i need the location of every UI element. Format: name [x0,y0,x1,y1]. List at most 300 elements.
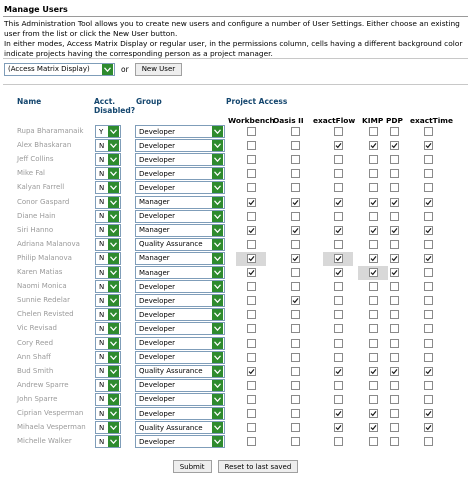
user-name-link[interactable]: Mike Fal [17,169,45,178]
project-access-checkbox[interactable] [247,423,256,432]
user-name-link[interactable]: Naomi Monica [17,282,67,291]
group-select[interactable] [135,322,225,335]
acct-disabled-value: N [99,367,105,376]
chevron-down-icon [108,154,119,165]
user-name-link[interactable]: Cory Reed [17,338,54,347]
chevron-down-icon [212,436,223,447]
project-access-checkbox[interactable] [369,198,378,207]
project-access-checkbox[interactable] [247,381,256,390]
project-access-checkbox[interactable] [334,324,343,333]
group-select[interactable] [135,181,225,194]
project-access-checkbox[interactable] [369,437,378,446]
table-row [0,181,471,195]
project-access-checkbox[interactable] [291,310,300,319]
acct-disabled-select[interactable] [95,153,121,166]
group-select[interactable] [135,280,225,293]
project-access-checkbox[interactable] [334,127,343,136]
user-name-link[interactable]: Andrew Sparre [17,380,69,389]
chevron-down-icon [108,323,119,334]
group-select[interactable] [135,196,225,209]
group-select[interactable] [135,294,225,307]
project-access-checkbox[interactable] [334,339,343,348]
acct-disabled-select[interactable] [95,407,121,420]
acct-disabled-select[interactable] [95,181,121,194]
group-value: Manager [139,254,170,263]
project-access-checkbox[interactable] [334,141,343,150]
project-access-checkbox[interactable] [390,169,399,178]
project-access-checkbox[interactable] [291,437,300,446]
user-name-link[interactable]: Mihaela Vesperman [17,423,86,432]
project-access-checkbox[interactable] [390,268,399,277]
group-value: Developer [139,212,176,221]
project-access-checkbox[interactable] [424,367,433,376]
group-select[interactable] [135,125,225,138]
chevron-down-icon [212,394,223,405]
project-access-checkbox[interactable] [390,226,399,235]
project-access-checkbox[interactable] [390,409,399,418]
project-access-checkbox[interactable] [369,310,378,319]
project-access-checkbox[interactable] [334,183,343,192]
project-access-checkbox[interactable] [424,198,433,207]
project-access-checkbox[interactable] [247,367,256,376]
project-access-checkbox[interactable] [424,381,433,390]
user-name-link[interactable]: Diane Hain [17,211,56,220]
group-select[interactable] [135,435,225,448]
project-access-checkbox[interactable] [390,367,399,376]
project-access-checkbox[interactable] [291,282,300,291]
project-access-checkbox[interactable] [291,254,300,263]
user-name-link[interactable]: Bud Smith [17,366,54,375]
project-access-checkbox[interactable] [334,282,343,291]
project-access-checkbox[interactable] [424,127,433,136]
project-access-checkbox[interactable] [247,183,256,192]
user-name-link[interactable]: Vic Revisad [17,324,57,333]
project-access-checkbox[interactable] [291,339,300,348]
project-access-checkbox[interactable] [247,254,256,263]
project-access-checkbox[interactable] [369,353,378,362]
chevron-down-icon [212,408,223,419]
acct-disabled-select[interactable] [95,351,121,364]
acct-disabled-select[interactable] [95,196,121,209]
acct-disabled-select[interactable] [95,421,121,434]
chevron-down-icon [212,366,223,377]
user-name-link[interactable]: Karen Matias [17,268,63,276]
acct-disabled-value: N [99,339,105,347]
group-select[interactable] [135,224,225,237]
project-access-checkbox[interactable] [334,367,343,376]
project-access-checkbox[interactable] [424,183,433,192]
chevron-down-icon [212,253,223,264]
project-access-checkbox[interactable] [390,254,399,263]
project-access-checkbox[interactable] [369,395,378,404]
acct-disabled-value: N [99,198,105,206]
group-select[interactable] [135,167,225,180]
group-value: Developer [139,381,176,390]
project-access-checkbox[interactable] [369,381,378,390]
intro-paragraph-2: In either modes, Access Matrix Display or regular user, in the permissions column, cells having a different background color indicate projects having the corresponding person as a project manager. [4,39,463,58]
project-access-checkbox[interactable] [424,353,433,362]
chevron-down-icon [212,239,223,250]
group-select[interactable] [135,365,225,378]
project-access-checkbox[interactable] [369,226,378,235]
acct-disabled-value: N [99,183,105,192]
project-access-checkbox[interactable] [369,339,378,348]
project-access-checkbox[interactable] [424,240,433,249]
submit-button[interactable]: Submit [173,460,212,473]
project-access-checkbox[interactable] [247,155,256,164]
table-row [0,139,471,153]
project-access-checkbox[interactable] [334,353,343,362]
chevron-down-icon [108,225,119,236]
project-access-checkbox[interactable] [247,268,256,277]
acct-disabled-select[interactable] [95,252,121,265]
group-select[interactable] [135,252,225,265]
project-access-checkbox[interactable] [291,324,300,333]
project-access-checkbox[interactable] [291,155,300,164]
project-access-checkbox[interactable] [334,212,343,221]
project-access-checkbox[interactable] [424,324,433,333]
project-access-checkbox[interactable] [334,423,343,432]
project-access-checkbox[interactable] [247,395,256,404]
user-name-link[interactable]: Siri Hanno [17,225,54,234]
project-access-checkbox[interactable] [424,395,433,404]
table-row [0,379,471,393]
project-access-checkbox[interactable] [369,183,378,192]
acct-disabled-select[interactable] [95,210,121,223]
project-access-checkbox[interactable] [424,141,433,150]
project-access-checkbox[interactable] [369,409,378,418]
project-access-checkbox[interactable] [424,296,433,305]
acct-disabled-select[interactable] [95,393,121,406]
project-access-checkbox[interactable] [369,282,378,291]
user-name-link[interactable]: Rupa Bharamanaik [17,127,84,135]
acct-disabled-select[interactable] [95,238,121,251]
project-access-checkbox[interactable] [334,268,343,277]
chevron-down-icon [212,154,223,165]
acct-disabled-select[interactable] [95,322,121,335]
group-select[interactable] [135,407,225,420]
name-header: Name [17,97,42,106]
acct-disabled-value: N [99,310,105,319]
user-name-link[interactable]: Chelen Revisted [17,310,74,319]
project-access-checkbox[interactable] [390,437,399,446]
group-value: Developer [139,437,176,446]
group-select[interactable] [135,421,225,434]
project-access-checkbox[interactable] [291,169,300,178]
project-access-checkbox[interactable] [291,395,300,404]
project-access-checkbox[interactable] [291,353,300,362]
project-access-checkbox[interactable] [247,409,256,418]
project-access-checkbox[interactable] [369,296,378,305]
project-access-header: Project Access [226,97,288,106]
user-name-link[interactable]: Conor Gaspard [17,197,70,206]
chevron-down-icon [212,422,223,433]
chevron-down-icon [108,211,119,222]
table-row [0,294,471,308]
chevron-down-icon [108,366,119,377]
project-access-checkbox[interactable] [424,423,433,432]
project-access-checkbox[interactable] [247,310,256,319]
chevron-down-icon [212,352,223,363]
acct-disabled-value: N [99,353,105,362]
project-access-checkbox[interactable] [369,240,378,249]
project-access-checkbox[interactable] [390,141,399,150]
user-name-link[interactable]: Ciprian Vesperman [17,409,84,417]
user-name-link[interactable]: Sunnie Redelar [17,296,70,305]
mode-select-value: (Access Matrix Display) [8,65,90,73]
group-value: Developer [139,409,176,418]
chevron-down-icon [108,239,119,250]
user-name-link[interactable]: Jeff Collins [17,155,54,164]
acct-disabled-value: N [99,296,105,305]
project-access-checkbox[interactable] [247,141,256,150]
group-select[interactable] [135,351,225,364]
user-name-link[interactable]: Michelle Walker [17,437,72,446]
chevron-down-icon [108,126,119,137]
chevron-down-icon [108,267,119,278]
project-access-checkbox[interactable] [390,282,399,291]
chevron-down-icon [108,295,119,306]
group-select[interactable] [135,266,225,279]
project-access-checkbox[interactable] [390,240,399,249]
table-row [0,365,471,379]
user-name-link[interactable]: Philip Malanova [17,253,72,262]
project-access-checkbox[interactable] [369,324,378,333]
project-access-checkbox[interactable] [247,282,256,291]
acct-disabled-select[interactable] [95,266,121,279]
chevron-down-icon [108,197,119,208]
project-header-1: Oasis II [273,116,304,125]
acct-disabled-select[interactable] [95,337,121,350]
acct-disabled-select[interactable] [95,280,121,293]
chevron-down-icon [108,140,119,151]
project-access-checkbox[interactable] [247,339,256,348]
project-access-checkbox[interactable] [334,409,343,418]
chevron-down-icon [212,168,223,179]
acct-disabled-value: N [99,282,105,291]
acct-disabled-select[interactable] [95,294,121,307]
chevron-down-icon [102,64,113,75]
project-access-checkbox[interactable] [291,409,300,418]
group-select[interactable] [135,238,225,251]
chevron-down-icon [108,281,119,292]
project-access-checkbox[interactable] [247,169,256,178]
project-access-checkbox[interactable] [247,296,256,305]
project-access-checkbox[interactable] [424,282,433,291]
chevron-down-icon [108,309,119,320]
group-select[interactable] [135,139,225,152]
chevron-down-icon [212,197,223,208]
project-access-checkbox[interactable] [291,296,300,305]
project-access-checkbox[interactable] [424,212,433,221]
project-access-checkbox[interactable] [390,324,399,333]
chevron-down-icon [212,338,223,349]
acct-disabled-value: Y [99,127,104,136]
group-value: Developer [139,310,176,319]
project-header-3: KIMP [362,116,384,125]
chevron-down-icon [212,309,223,320]
user-name-link[interactable]: John Sparre [17,394,58,403]
project-access-checkbox[interactable] [369,254,378,263]
project-access-checkbox[interactable] [424,226,433,235]
project-access-checkbox[interactable] [247,226,256,235]
project-access-checkbox[interactable] [247,437,256,446]
controls-divider [3,58,468,59]
project-access-checkbox[interactable] [334,381,343,390]
project-access-checkbox[interactable] [247,127,256,136]
acct-disabled-value: N [99,409,105,418]
project-access-checkbox[interactable] [390,395,399,404]
project-access-checkbox[interactable] [424,310,433,319]
project-access-checkbox[interactable] [334,226,343,235]
project-access-checkbox[interactable] [390,353,399,362]
user-name-link[interactable]: Ann Shaff [17,352,51,361]
project-access-checkbox[interactable] [334,155,343,164]
project-access-checkbox[interactable] [390,212,399,221]
project-access-checkbox[interactable] [390,296,399,305]
project-access-checkbox[interactable] [247,353,256,362]
group-value: Manager [139,268,170,277]
project-access-checkbox[interactable] [334,310,343,319]
project-access-checkbox[interactable] [291,268,300,277]
project-access-checkbox[interactable] [334,240,343,249]
acct-disabled-value: N [99,169,105,178]
project-access-checkbox[interactable] [369,423,378,432]
group-header: Group [136,97,162,106]
table-row [0,280,471,294]
project-access-checkbox[interactable] [291,226,300,235]
project-access-checkbox[interactable] [334,395,343,404]
acct-disabled-select[interactable] [95,365,121,378]
group-select[interactable] [135,337,225,350]
group-value: Developer [139,282,176,291]
project-access-checkbox[interactable] [334,296,343,305]
table-row [0,421,471,435]
table-row [0,322,471,336]
project-access-checkbox[interactable] [424,155,433,164]
project-access-checkbox[interactable] [291,127,300,136]
project-access-checkbox[interactable] [291,367,300,376]
project-access-checkbox[interactable] [247,324,256,333]
project-access-checkbox[interactable] [390,339,399,348]
new-user-button[interactable]: New User [135,63,182,76]
project-access-checkbox[interactable] [424,254,433,263]
project-access-checkbox[interactable] [424,268,433,277]
acct-disabled-select[interactable] [95,125,121,138]
mode-select[interactable] [4,63,115,76]
project-access-checkbox[interactable] [369,367,378,376]
group-select[interactable] [135,210,225,223]
project-access-checkbox[interactable] [390,310,399,319]
user-name-link[interactable]: Adriana Malanova [17,239,80,248]
project-access-checkbox[interactable] [390,183,399,192]
acct-disabled-value: N [99,381,105,390]
project-access-checkbox[interactable] [334,254,343,263]
project-access-checkbox[interactable] [291,381,300,390]
page-title: Manage Users [4,5,68,14]
table-row [0,351,471,365]
table-divider [3,84,468,85]
project-access-checkbox[interactable] [291,240,300,249]
title-divider [3,16,468,17]
project-access-checkbox[interactable] [334,437,343,446]
chevron-down-icon [108,338,119,349]
project-access-checkbox[interactable] [369,155,378,164]
project-access-checkbox[interactable] [369,127,378,136]
group-select[interactable] [135,153,225,166]
table-row [0,252,471,266]
project-access-checkbox[interactable] [424,409,433,418]
group-value: Developer [139,395,176,404]
project-access-checkbox[interactable] [424,169,433,178]
project-access-checkbox[interactable] [291,423,300,432]
chevron-down-icon [212,323,223,334]
project-access-checkbox[interactable] [369,169,378,178]
project-access-checkbox[interactable] [247,240,256,249]
table-row [0,224,471,238]
project-access-checkbox[interactable] [291,183,300,192]
group-select[interactable] [135,308,225,321]
chevron-down-icon [108,394,119,405]
chevron-down-icon [108,253,119,264]
project-access-checkbox[interactable] [390,155,399,164]
project-access-checkbox[interactable] [334,198,343,207]
project-access-checkbox[interactable] [247,212,256,221]
chevron-down-icon [212,126,223,137]
project-access-checkbox[interactable] [291,141,300,150]
acct-disabled-select[interactable] [95,308,121,321]
project-access-checkbox[interactable] [424,437,433,446]
project-header-0: Workbench [228,116,275,125]
table-row [0,266,471,280]
project-access-checkbox[interactable] [334,169,343,178]
chevron-down-icon [108,182,119,193]
project-access-checkbox[interactable] [247,198,256,207]
project-access-checkbox[interactable] [291,212,300,221]
acct-disabled-value: N [99,423,105,432]
acct-disabled-select[interactable] [95,435,121,448]
project-header-4: PDP [386,116,403,125]
table-row [0,308,471,322]
project-access-checkbox[interactable] [390,423,399,432]
project-access-checkbox[interactable] [390,381,399,390]
table-row [0,167,471,181]
acct-disabled-select[interactable] [95,224,121,237]
acct-disabled-value: N [99,141,105,150]
project-access-checkbox[interactable] [424,339,433,348]
project-access-checkbox[interactable] [369,212,378,221]
group-value: Developer [139,339,176,347]
acct-disabled-select[interactable] [95,379,121,392]
acct-disabled-select[interactable] [95,139,121,152]
project-access-checkbox[interactable] [369,141,378,150]
user-name-link[interactable]: Alex Bhaskaran [17,141,72,150]
table-row [0,407,471,421]
reset-button[interactable]: Reset to last saved [218,460,299,473]
user-name-link[interactable]: Kalyan Farrell [17,183,65,192]
group-select[interactable] [135,379,225,392]
project-access-checkbox[interactable] [390,198,399,207]
group-value: Quality Assurance [139,423,203,432]
chevron-down-icon [212,225,223,236]
project-access-checkbox[interactable] [369,268,378,277]
project-access-checkbox[interactable] [291,198,300,207]
acct-disabled-select[interactable] [95,167,121,180]
project-access-checkbox[interactable] [390,127,399,136]
table-row [0,153,471,167]
acct-disabled-value: N [99,254,105,263]
group-select[interactable] [135,393,225,406]
